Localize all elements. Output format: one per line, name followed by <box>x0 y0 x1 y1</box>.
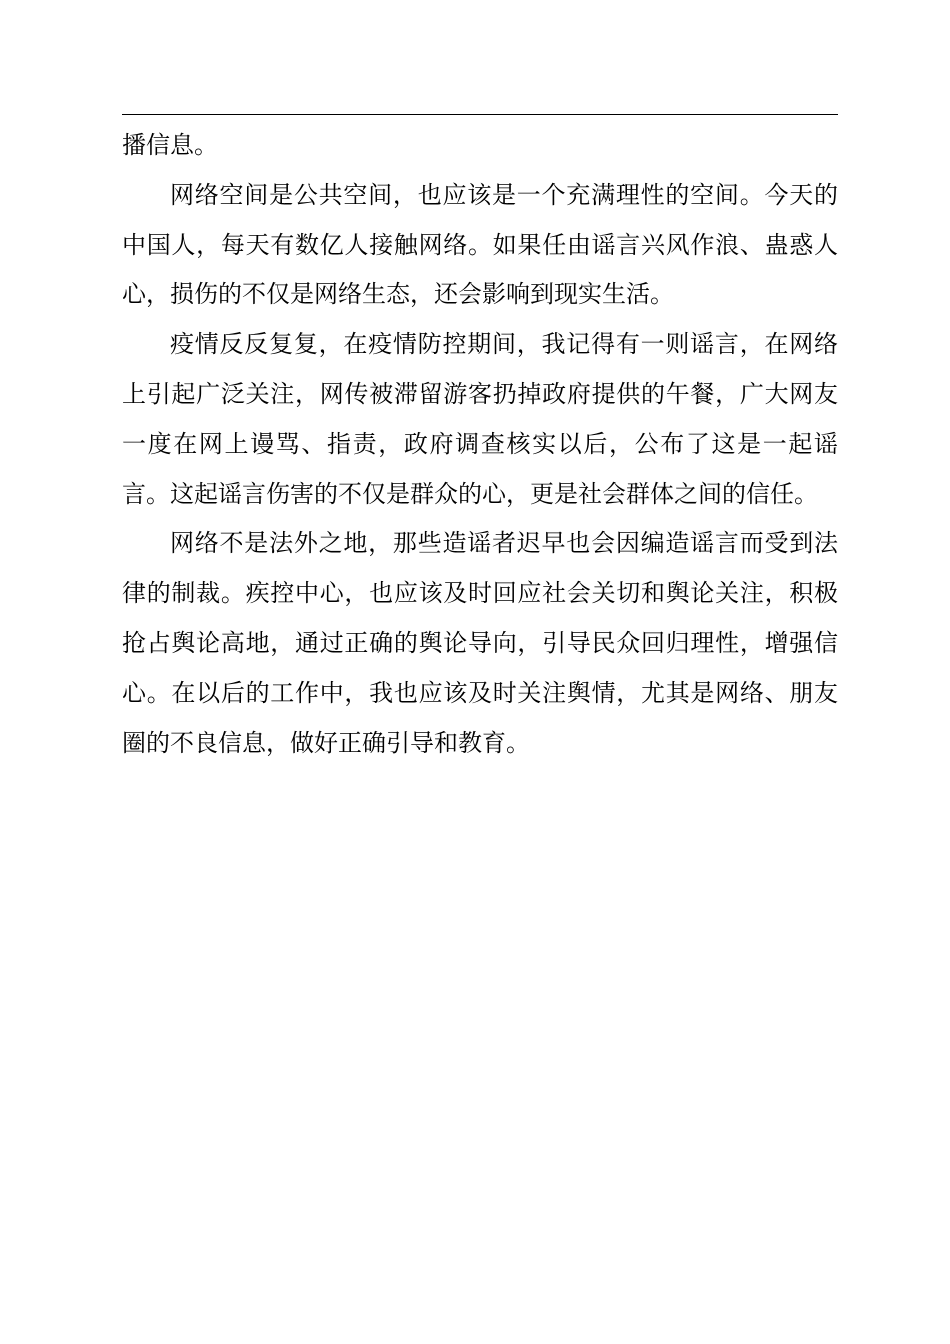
document-body <box>122 121 838 768</box>
paragraph: 网络空间是公共空间，也应该是一个充满理性的空间。今天的中国人，每天有数亿人接触网络。如果任由谣言兴风作浪、蛊惑人心，损伤的不仅是网络生态，还会影响到现实生活。 <box>122 180 838 309</box>
paragraph-continuation: 播信息。 <box>122 131 218 159</box>
header-rule <box>122 114 838 115</box>
paragraph: 疫情反反复复，在疫情防控期间，我记得有一则谣言，在网络上引起广泛关注，网传被滞留游客扔掉政府提供的午餐，广大网友一度在网上谩骂、指责，政府调查核实以后，公布了这是一起谣言。这起谣言伤害的不仅是群众的心，更是社会群体之间的信任。 <box>122 330 838 508</box>
paragraph: 网络不是法外之地，那些造谣者迟早也会因编造谣言而受到法律的制裁。疾控中心，也应该及时回应社会关切和舆论关注，积极抢占舆论高地，通过正确的舆论导向，引导民众回归理性，增强信心。在以后的工作中，我也应该及时关注舆情，尤其是网络、朋友圈的不良信息，做好正确引导和教育。 <box>122 529 838 757</box>
